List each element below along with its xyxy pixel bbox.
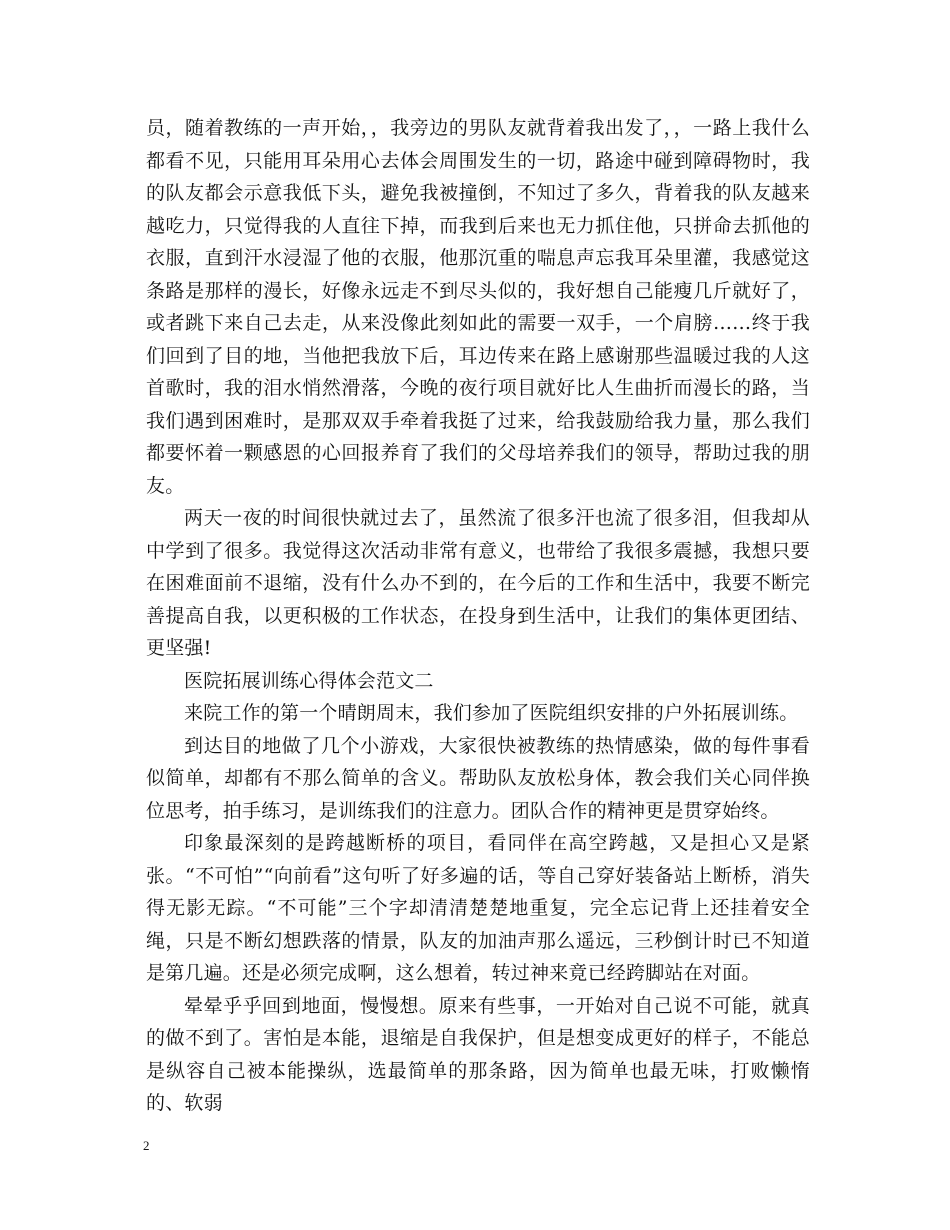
paragraph-2: 两天一夜的时间很快就过去了，虽然流了很多汗也流了很多泪，但我却从中学到了很多。我觉得这次活动非常有意义，也带给了我很多震撼，我想只要在困难面前不退缩，没有什么办不到的，在今后的工作和生活中，我要不断完善提高自我，以更积极的工作状态，在投身到生活中，让我们的集体更团结、更坚强!: [146, 507, 810, 659]
paragraph-3: 来院工作的第一个晴朗周末，我们参加了医院组织安排的户外拓展训练。: [184, 702, 799, 724]
paragraph-4: 到达目的地做了几个小游戏，大家很快被教练的热情感染，做的每件事看似简单，却都有不那么简单的含义。帮助队友放松身体，教会我们关心同伴换位思考，拍手练习，是训练我们的注意力。团队合作的精神更是贯穿始终。: [146, 734, 810, 822]
paragraph-1: 员，随着教练的一声开始，，我旁边的男队友就背着我出发了，，一路上我什么都看不见，只能用耳朵用心去体会周围发生的一切，路途中碰到障碍物时，我的队友都会示意我低下头，避免我被撞倒，不知过了多久，背着我的队友越来越吃力，只觉得我的人直往下掉，而我到后来也无力抓住他，只拼命去抓他的衣服，直到汗水浸湿了他的衣服，他那沉重的喘息声忘我耳朵里灌，我感觉这条路是那样的漫长，好像永远走不到尽头似的，我好想自己能瘦几斤就好了，或者跳下来自己去走，从来没像此刻如此的需要一双手，一个肩膀……终于我们回到了目的地，当他把我放下后，耳边传来在路上感谢那些温暖过我的人这首歌时，我的泪水悄然滑落，今晚的夜行项目就好比人生曲折而漫长的路，当我们遇到困难时，是那双双手牵着我挺了过来，给我鼓励给我力量，那么我们都要怀着一颗感恩的心回报养育了我们的父母培养我们的领导，帮助过我的朋友。: [146, 117, 810, 497]
document-body: [146, 112, 810, 1120]
paragraph-5: 印象最深刻的是跨越断桥的项目，看同伴在高空跨越，又是担心又是紧张。“不可怕”“向前看”这句听了好多遍的话，等自己穿好装备站上断桥，消失得无影无踪。“不可能”三个字却清清楚楚地重复，完全忘记背上还挂着安全绳，只是不断幻想跌落的情景，队友的加油声那么遥远，三秒倒计时已不知道是第几遍。还是必须完成啊，这么想着，转过神来竟已经跨脚站在对面。: [146, 832, 810, 984]
section-heading: 医院拓展训练心得体会范文二: [184, 669, 434, 692]
page-number: 2: [143, 1138, 150, 1153]
paragraph-6: 晕晕乎乎回到地面，慢慢想。原来有些事，一开始对自己说不可能，就真的做不到了。害怕是本能，退缩是自我保护，但是想变成更好的样子，不能总是纵容自己被本能操纵，选最简单的那条路，因为简单也最无味，打败懒惰的、软弱: [146, 994, 810, 1114]
